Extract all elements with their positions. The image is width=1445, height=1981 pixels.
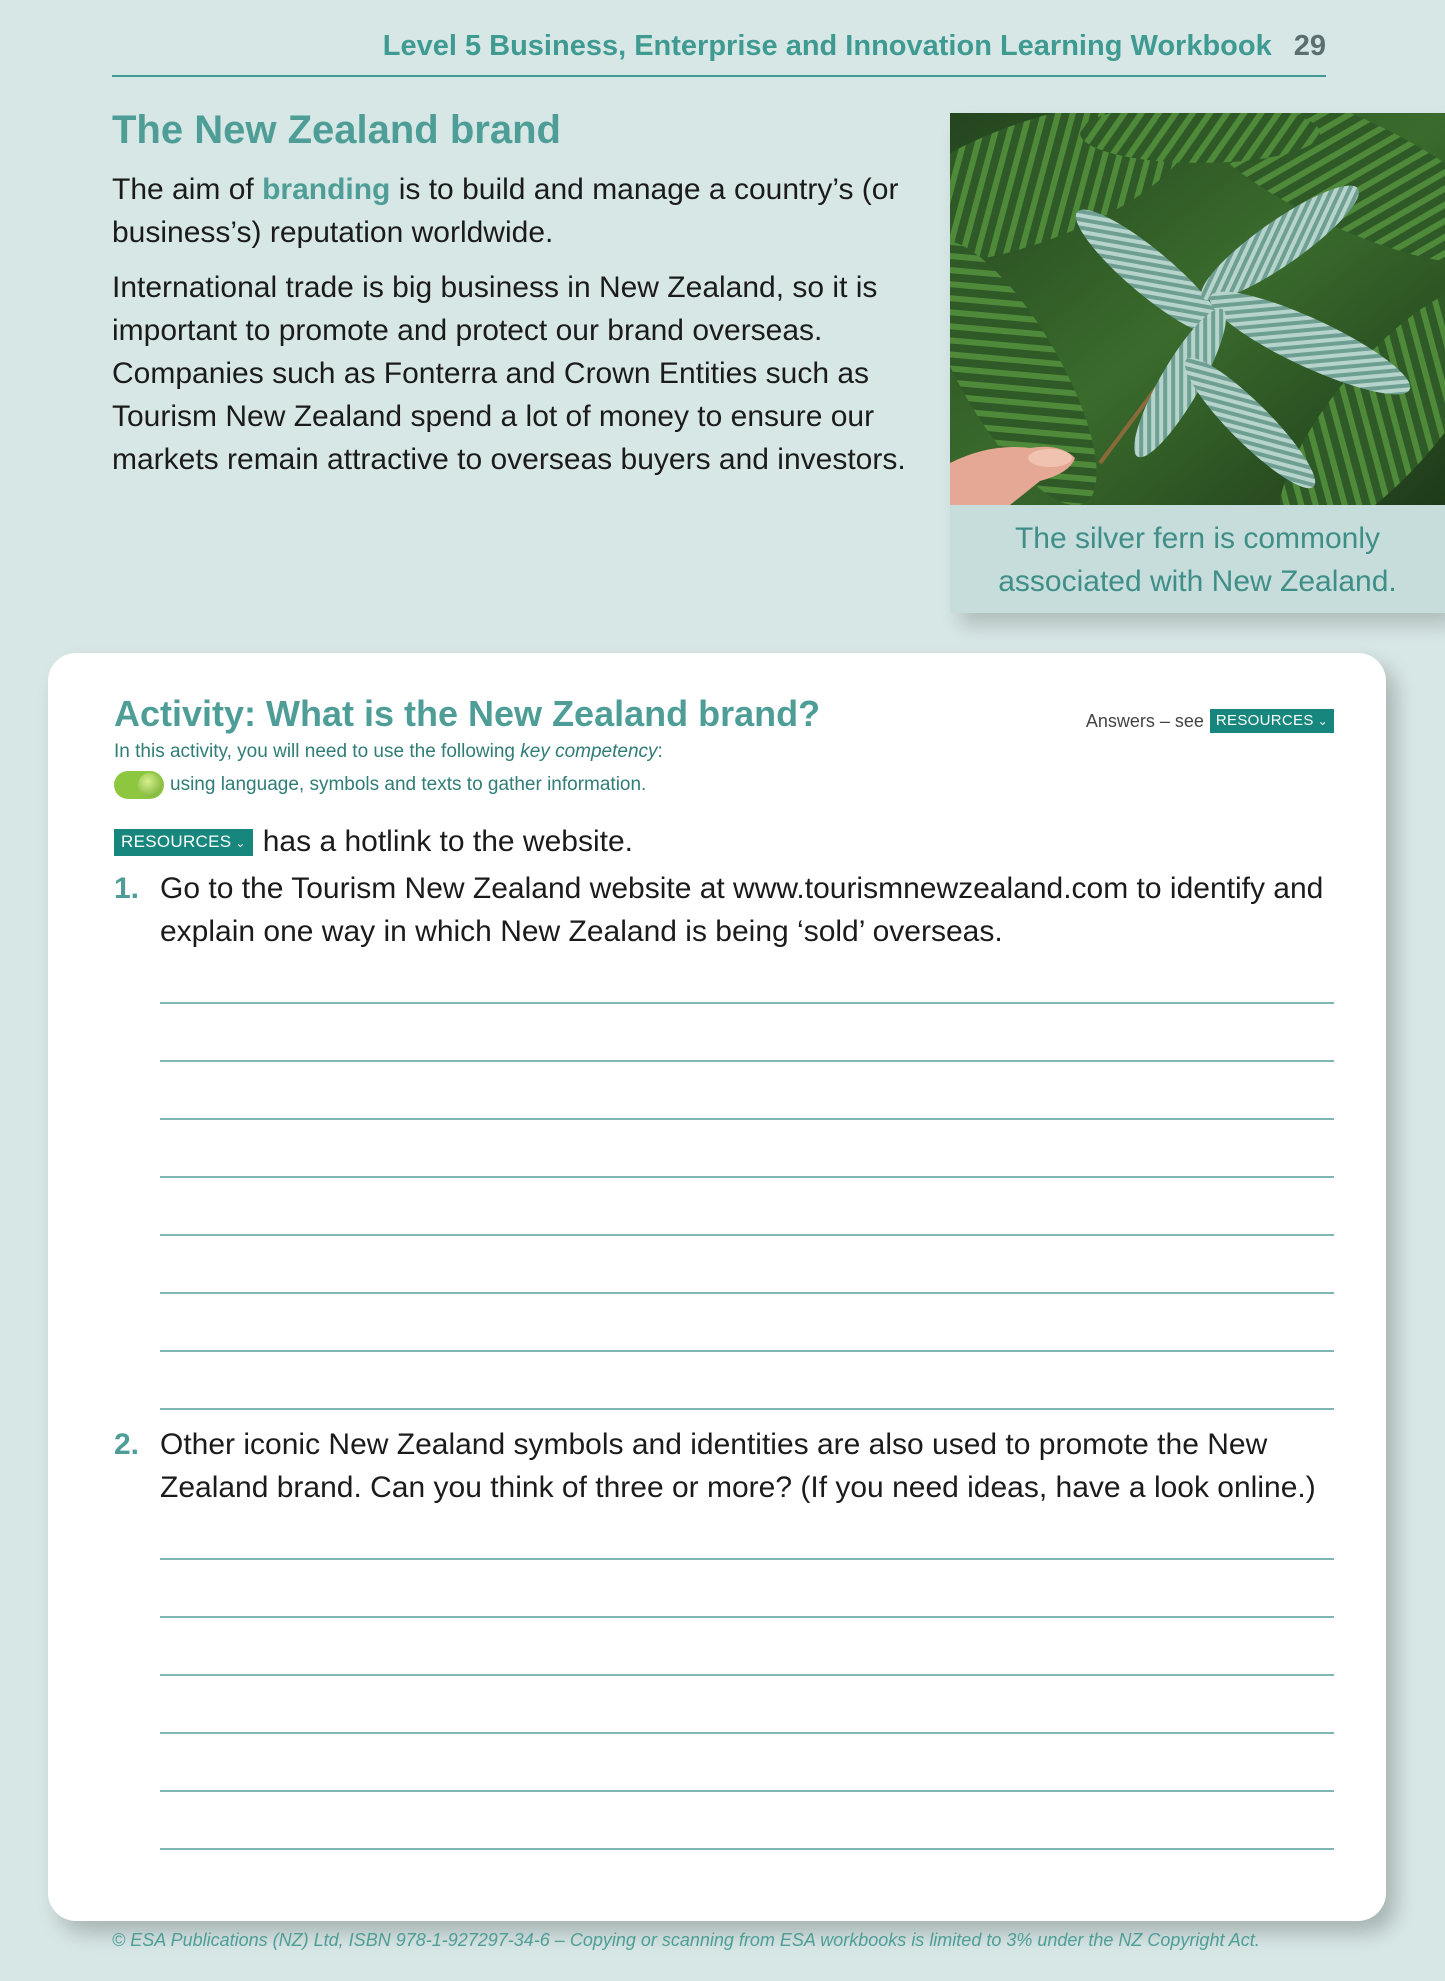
answer-line[interactable] — [160, 1234, 1334, 1236]
question-1-text: Go to the Tourism New Zealand website at www.tourismnewzealand.com to identify and explain one way in which New Zealand is being ‘sold’ overseas. — [160, 872, 1324, 948]
answer-line[interactable] — [160, 1408, 1334, 1410]
photo-box — [950, 113, 1445, 613]
resources-hotlink-label: RESOURCES — [121, 831, 232, 851]
intro-text — [112, 168, 922, 493]
photo-caption: The silver fern is commonly associated with New Zealand. — [998, 522, 1397, 598]
competency-text: using language, symbols and texts to gather information. — [170, 774, 647, 795]
answer-line[interactable] — [160, 1002, 1334, 1004]
silver-fern-photo — [950, 113, 1445, 505]
answer-line[interactable] — [160, 1060, 1334, 1062]
answer-line[interactable] — [160, 1732, 1334, 1734]
page-number: 29 — [1293, 30, 1326, 62]
hotlink-note — [114, 825, 633, 859]
competency-intro-start: In this activity, you will need to use the following — [114, 741, 521, 762]
answers-label: Answers – see — [1085, 710, 1204, 731]
key-competency-term: key competency — [520, 741, 658, 762]
answer-line[interactable] — [160, 1848, 1334, 1850]
copyright-footer: © ESA Publications (NZ) Ltd, ISBN 978-1-927297-34-6 – Copying or scanning from ESA workbooks is limited to 3% under the NZ Copyright Act. — [112, 1930, 1260, 1950]
chevron-down-icon: ⌄ — [1317, 714, 1328, 728]
answers-reference — [1086, 709, 1334, 733]
resources-hotlink-button[interactable] — [114, 829, 253, 856]
competency-intro — [114, 741, 663, 763]
intro-paragraph-1-start: The aim of — [112, 173, 263, 206]
activity-title: Activity: What is the New Zealand brand? — [114, 693, 821, 734]
answer-line[interactable] — [160, 1118, 1334, 1120]
answer-line[interactable] — [160, 1350, 1334, 1352]
question-1 — [114, 867, 1354, 953]
question-2 — [114, 1423, 1354, 1509]
intro-paragraph-1 — [112, 168, 922, 254]
question-2-text: Other iconic New Zealand symbols and identities are also used to promote the New Zealand brand. Can you think of three or more? (If you need ideas, have a look online.) — [160, 1428, 1316, 1504]
workbook-title: Level 5 Business, Enterprise and Innovation Learning Workbook — [382, 30, 1272, 62]
section-title: The New Zealand brand — [112, 108, 561, 152]
page-header — [112, 30, 1326, 77]
key-competency-icon — [114, 771, 164, 799]
competency-item — [114, 771, 646, 799]
competency-intro-end: : — [657, 741, 663, 762]
resources-button[interactable] — [1210, 709, 1334, 733]
activity-card — [48, 653, 1386, 1921]
answer-line[interactable] — [160, 1558, 1334, 1560]
intro-paragraph-2: International trade is big business in New Zealand, so it is important to promote and protect our brand overseas. Companies such as Fonterra and Crown Entities such as Tourism New Zealand spend a lot of money to ensure our markets remain attractive to overseas buyers and investors. — [112, 271, 906, 476]
question-2-number: 2. — [114, 1428, 140, 1461]
branding-keyword: branding — [262, 173, 391, 206]
intro-paragraph-1-end: is to build and manage a country’s (or business’s) reputation worldwide. — [112, 173, 899, 249]
answer-line[interactable] — [160, 1292, 1334, 1294]
resources-label: RESOURCES — [1215, 712, 1314, 729]
hotlink-text: has a hotlink to the website. — [262, 825, 633, 858]
answer-line[interactable] — [160, 1674, 1334, 1676]
answer-line[interactable] — [160, 1790, 1334, 1792]
question-1-number: 1. — [114, 872, 140, 905]
answer-line[interactable] — [160, 1616, 1334, 1618]
answer-line[interactable] — [160, 1176, 1334, 1178]
chevron-down-icon: ⌄ — [235, 835, 246, 850]
